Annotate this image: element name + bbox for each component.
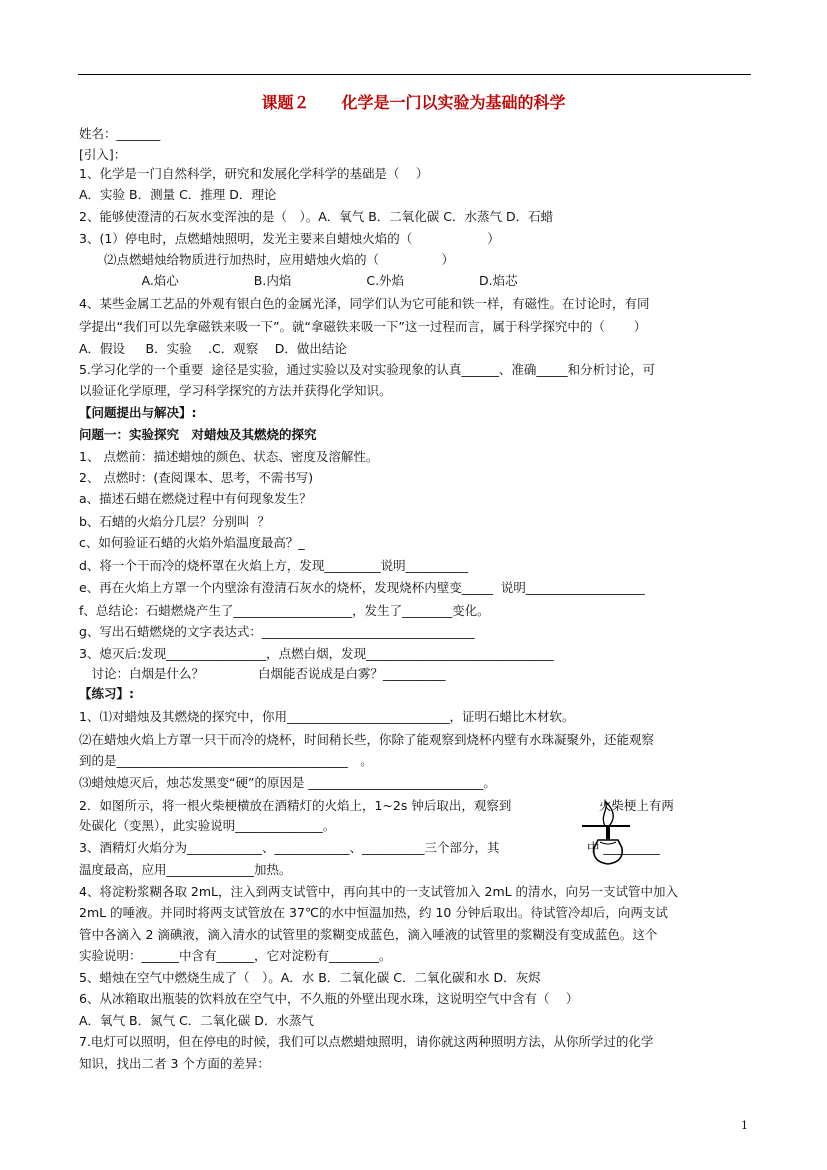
header-rule xyxy=(78,74,751,75)
problem-heading: 问题一：实验探究 对蜡烛及其燃烧的探究 xyxy=(79,427,317,442)
question-line: 管中各滴入 2 滴碘液，滴入清水的试管里的浆糊变成蓝色，滴入唾液的试管里的浆糊没有变成蓝色。这个 xyxy=(79,927,658,942)
page-title: 课题２ 化学是一门以实验为基础的科学 xyxy=(261,93,566,112)
question-line: 5.学习化学的一个重要 途径是实验，通过实验以及对实验现象的认真______、准确_____和分析讨论，可 xyxy=(79,362,656,377)
question-line: 温度最高，应用______________加热。 xyxy=(79,862,292,877)
question-line: 5、蜡烛在空气中燃烧生成了（ ）。A．水 B．二氧化碳 C．二氧化碳和水 D．灰烬 xyxy=(79,970,541,985)
question-line: A．氧气 B．氮气 C．二氧化碳 D．水蒸气 xyxy=(79,1013,314,1028)
question-line: 知识，找出二者 3 个方面的差异： xyxy=(79,1056,270,1071)
question-line: 实验说明：______中含有______，它对淀粉有________。 xyxy=(79,948,392,963)
section-heading: 【问题提出与解决】: xyxy=(79,405,197,420)
question-line: 2．如图所示，将一根火柴梗横放在酒精灯的火焰上，1~2s 钟后取出，观察到 火柴梗上有两 xyxy=(79,798,674,813)
alcohol-lamp-with-match-icon xyxy=(578,800,638,870)
question-line: A.焰心 B.内焰 C.外焰 D.焰芯 xyxy=(79,273,518,288)
question-line: 1、化学是一门自然科学，研究和发展化学科学的基础是（ ） xyxy=(79,166,429,181)
question-line: ⑵在蜡烛火焰上方罩一只干而冷的烧杯，时间稍长些，你除了能观察到烧杯内壁有水珠凝聚外，还能观察 xyxy=(79,732,655,747)
question-line: 7.电灯可以照明，但在停电的时候，我们可以点燃蜡烛照明，请你就这两种照明方法，从你所学过的化学 xyxy=(79,1034,654,1049)
question-line: c、如何验证石蜡的火焰外焰温度最高？_ xyxy=(79,535,305,550)
question-line: 4、将淀粉浆糊各取 2mL，注入到两支试管中，再向其中的一支试管加入 2mL 的清水，向另一支试管中加入 xyxy=(79,884,679,899)
question-line: 到的是_____________________________________ 。 xyxy=(79,753,373,768)
question-line: A．实验 B．测量 C．推理 D．理论 xyxy=(79,187,277,202)
name-field-line: 姓名：_______ xyxy=(79,126,161,141)
question-line: 以验证化学原理，学习科学探究的方法并获得化学知识。 xyxy=(79,383,392,398)
question-line: 3、熄灭后:发现________________，点燃白烟，发现______________________________ xyxy=(79,646,554,661)
page-number: 1 xyxy=(741,1119,748,1132)
question-line: a、描述石蜡在燃烧过程中有何现象发生？ xyxy=(79,491,312,506)
question-line: 学提出“我们可以先拿磁铁来吸一下”。就“拿磁铁来吸一下”这一过程而言，属于科学探究中的（ ） xyxy=(79,319,647,334)
question-line: 3、(1）停电时，点燃蜡烛照明，发光主要来自蜡烛火焰的（ ） xyxy=(79,231,500,246)
question-line: b、石蜡的火焰分几层？分别叫 ？ xyxy=(79,514,270,529)
section-heading: 【练习】: xyxy=(79,686,134,701)
question-line: e、再在火焰上方罩一个内壁涂有澄清石灰水的烧杯，发现烧杯内壁变_____ 说明___________________ xyxy=(79,580,645,595)
question-line: 讨论：白烟是什么？ 白烟能否说成是白雾？__________ xyxy=(79,666,446,681)
question-line: 6、从冰箱取出瓶装的饮料放在空气中，不久瓶的外壁出现水珠，这说明空气中含有（ ） xyxy=(79,991,579,1006)
question-line: f、总结论：石蜡燃烧产生了___________________，发生了________变化。 xyxy=(79,603,490,618)
question-line: ⑵点燃蜡烛给物质进行加热时，应用蜡烛火焰的（ ） xyxy=(79,252,455,267)
question-line: ⑶蜡烛熄灭后，烛芯发黑变“硬”的原因是 ____________________________。 xyxy=(79,775,496,790)
question-line: 2、能够使澄清的石灰水变浑浊的是（ ）。A．氧气 B．二氧化碳 C．水蒸气 D．石蜡 xyxy=(79,209,554,224)
section-heading: [引入]： xyxy=(79,147,127,162)
question-line: 2mL 的唾液。并同时将两支试管放在 37℃的水中恒温加热，约 10 分钟后取出。待试管冷却后，向两支试 xyxy=(79,905,668,920)
question-line: 3、酒精灯火焰分为____________、____________、__________三个部分，其 中 _________ xyxy=(79,840,660,855)
question-line: A．假设 B．实验 .C．观察 D．做出结论 xyxy=(79,341,347,356)
question-line: g、写出石蜡燃烧的文字表达式：__________________________________ xyxy=(79,624,475,639)
question-line: d、将一个干而冷的烧杯罩在火焰上方，发现_________说明__________ xyxy=(79,558,469,573)
question-line: 2、 点燃时：(查阅课本、思考，不需书写) xyxy=(79,470,314,485)
question-line: 1、 点燃前：描述蜡烛的颜色、状态、密度及溶解性。 xyxy=(79,449,379,464)
question-line: 处碳化（变黑），此实验说明______________。 xyxy=(79,818,336,833)
question-line: 1、⑴对蜡烛及其燃烧的探究中，你用__________________________，证明石蜡比木材软。 xyxy=(79,709,575,724)
question-line: 4、某些金属工艺品的外观有银白色的金属光泽，同学们认为它可能和铁一样，有磁性。在讨论时，有同 xyxy=(79,296,650,311)
